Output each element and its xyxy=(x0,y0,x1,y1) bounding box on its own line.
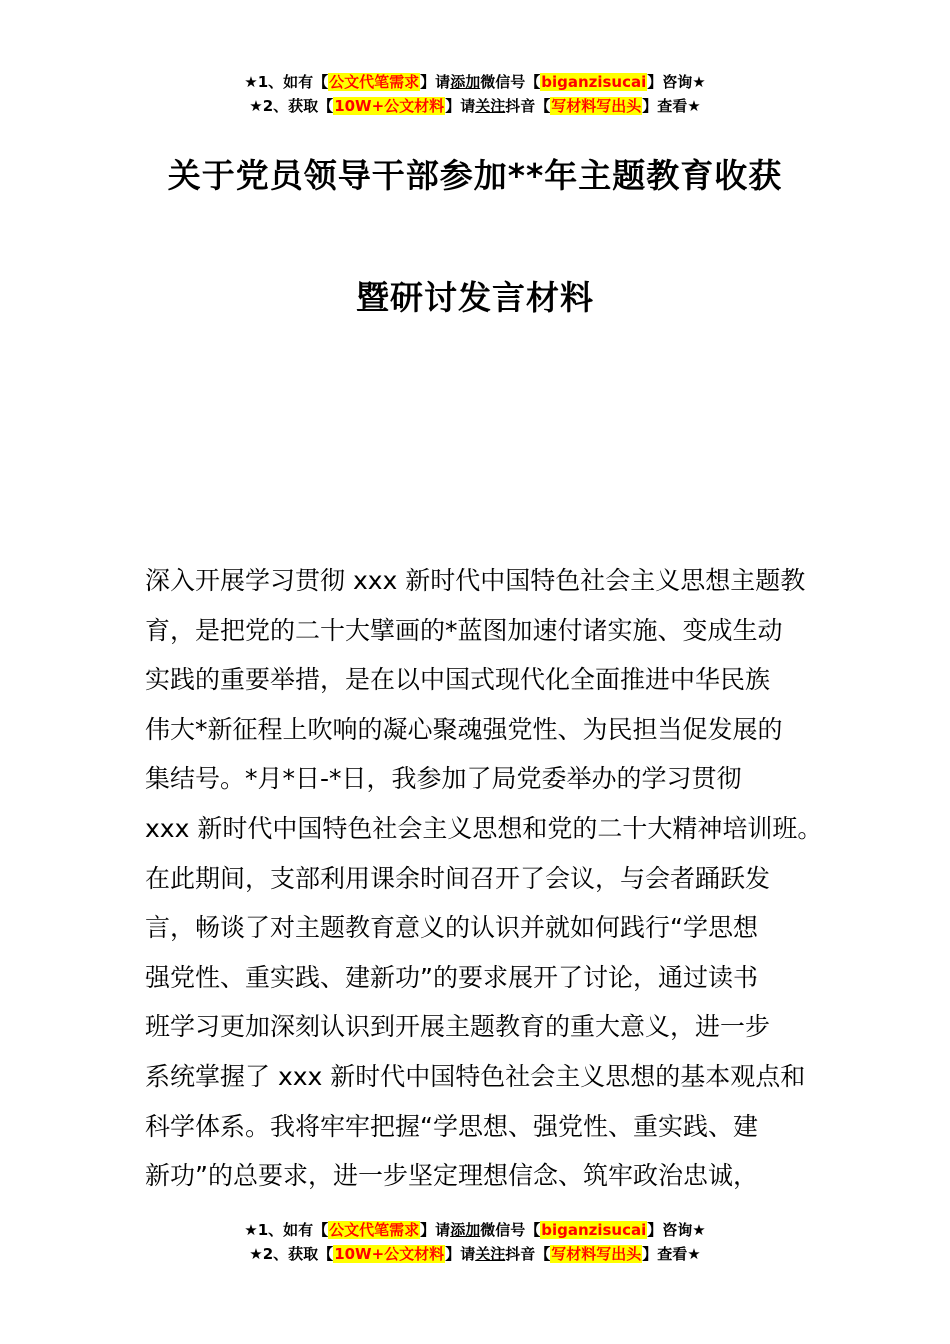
banner-underline: 关注 xyxy=(475,1245,506,1263)
banner-text: 抖音【 xyxy=(505,1245,551,1263)
banner-text: 】咨询★ xyxy=(647,73,706,91)
footer-banner-line-2 xyxy=(0,1242,950,1266)
banner-text: ★2、获取【 xyxy=(249,1245,334,1263)
body-line: 班学习更加深刻认识到开展主题教育的重大意义，进一步 xyxy=(145,1012,771,1042)
banner-underline: 添加 xyxy=(450,1221,481,1239)
footer-banner xyxy=(0,1218,950,1266)
body-line: 言，畅谈了对主题教育意义的认识并就如何践行“学思想 xyxy=(145,913,758,943)
banner-text: 】请 xyxy=(445,97,476,115)
banner-text: 微信号【 xyxy=(480,73,541,91)
body-line: 强党性、重实践、建新功”的要求展开了讨论，通过读书 xyxy=(145,962,758,992)
body-line: 育，是把党的二十大擘画的*蓝图加速付诸实施、变成生动 xyxy=(145,615,783,645)
footer-banner-line-1 xyxy=(0,1218,950,1242)
banner-wechat-id: biganzisucai xyxy=(541,73,647,91)
body-line: 深入开展学习贯彻 xxx 新时代中国特色社会主义思想主题教 xyxy=(145,566,806,595)
banner-highlight: 10W+公文材料 xyxy=(334,97,445,115)
document-title-line-1: 关于党员领导干部参加**年主题教育收获 xyxy=(167,156,783,195)
banner-douyin-id: 写材料写出头 xyxy=(551,1245,642,1263)
banner-highlight: 公文代笔需求 xyxy=(329,1221,420,1239)
banner-text: 抖音【 xyxy=(505,97,551,115)
banner-underline: 添加 xyxy=(450,73,481,91)
header-banner xyxy=(0,70,950,118)
banner-text: ★2、获取【 xyxy=(249,97,334,115)
body-paragraph xyxy=(145,556,823,1201)
banner-highlight: 公文代笔需求 xyxy=(329,73,420,91)
banner-wechat-id: biganzisucai xyxy=(541,1221,647,1239)
banner-text: 】请 xyxy=(420,73,451,91)
banner-text: ★1、如有【 xyxy=(244,1221,329,1239)
banner-text: 】请 xyxy=(420,1221,451,1239)
banner-text: 】咨询★ xyxy=(647,1221,706,1239)
body-line: 新功”的总要求，进一步坚定理想信念、筑牢政治忠诚， xyxy=(145,1161,758,1191)
body-line: 伟大*新征程上吹响的凝心聚魂强党性、为民担当促发展的 xyxy=(145,714,783,744)
body-line: 集结号。*月*日-*日，我参加了局党委举办的学习贯彻 xyxy=(145,764,742,794)
body-line: 科学体系。我将牢牢把握“学思想、强党性、重实践、建 xyxy=(145,1111,758,1141)
banner-text: 】查看★ xyxy=(642,97,701,115)
body-line: xxx 新时代中国特色社会主义思想和党的二十大精神培训班。 xyxy=(145,813,823,843)
header-banner-line-2 xyxy=(0,94,950,118)
document-title-line-2: 暨研讨发言材料 xyxy=(356,278,594,317)
body-line: 系统掌握了 xxx 新时代中国特色社会主义思想的基本观点和 xyxy=(145,1061,806,1091)
banner-highlight: 10W+公文材料 xyxy=(334,1245,445,1263)
header-banner-line-1 xyxy=(0,70,950,94)
banner-text: 】请 xyxy=(445,1245,476,1263)
banner-text: 微信号【 xyxy=(480,1221,541,1239)
banner-text: 】查看★ xyxy=(642,1245,701,1263)
body-line: 在此期间，支部利用课余时间召开了会议，与会者踊跃发 xyxy=(145,863,771,893)
banner-douyin-id: 写材料写出头 xyxy=(551,97,642,115)
banner-underline: 关注 xyxy=(475,97,506,115)
banner-text: ★1、如有【 xyxy=(244,73,329,91)
body-line: 实践的重要举措，是在以中国式现代化全面推进中华民族 xyxy=(145,665,771,695)
